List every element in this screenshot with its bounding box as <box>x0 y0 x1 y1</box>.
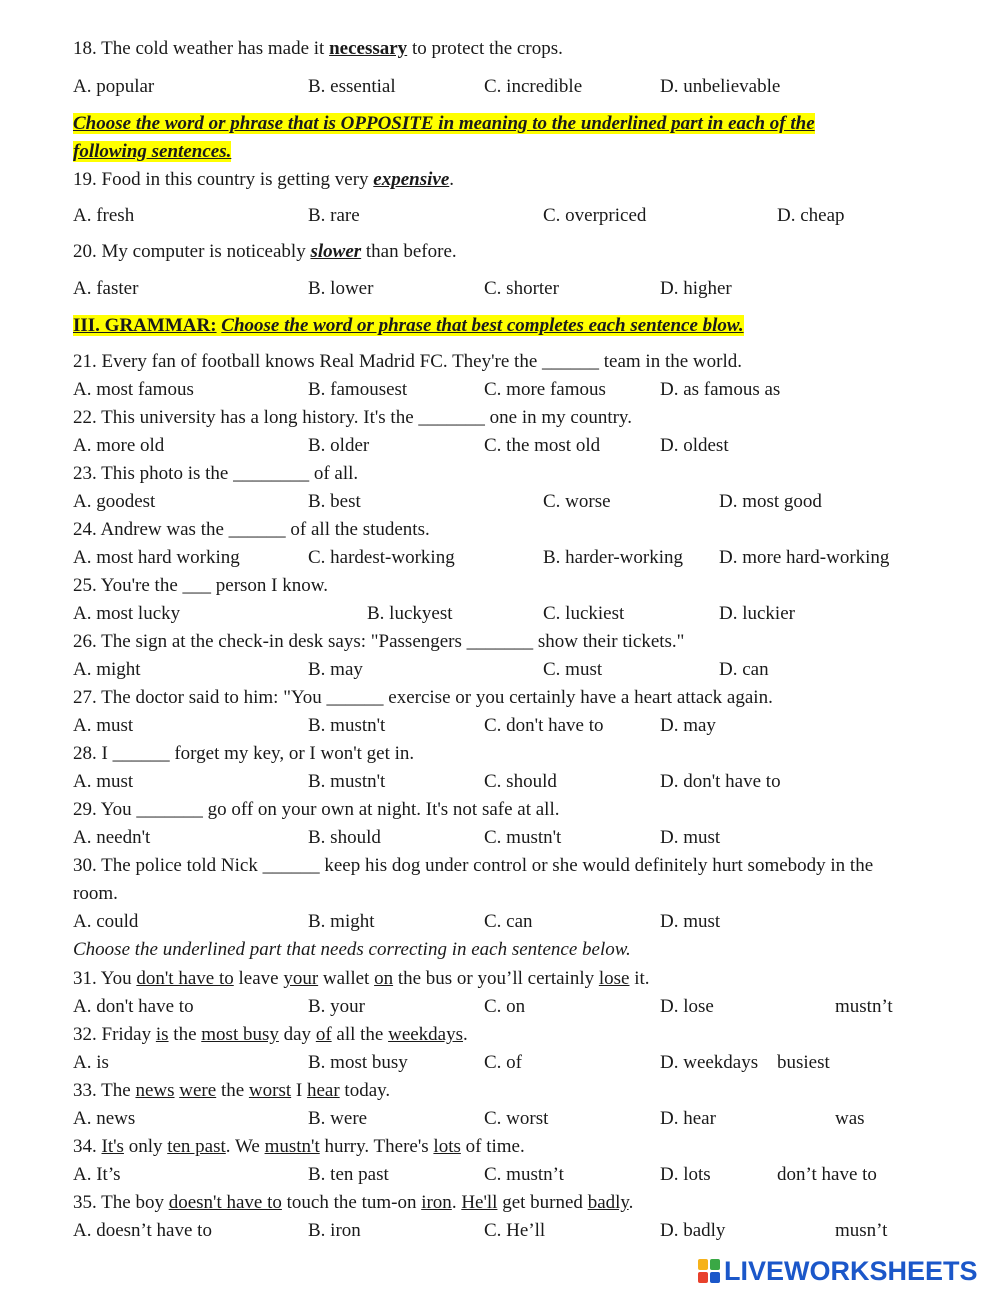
option-b[interactable]: B. were <box>308 1108 368 1129</box>
underlined-part: badly <box>587 1192 629 1213</box>
correction-answer: musn’t <box>835 1220 888 1241</box>
underlined-part: It's <box>101 1136 124 1157</box>
question-30-line1: 30. The police told Nick ______ keep his dog under control or she would definitely hurt somebody in the <box>73 855 874 876</box>
option-a[interactable]: A. must <box>73 715 134 736</box>
option-d[interactable]: D. most good <box>719 491 822 512</box>
option-b[interactable]: B. luckyest <box>367 603 453 624</box>
instruction-correcting: Choose the underlined part that needs correcting in each sentence below. <box>73 939 631 960</box>
instruction-opposite-line1: Choose the word or phrase that is OPPOSITE in meaning to the underlined part in each of the <box>73 113 815 134</box>
underlined-part: mustn't <box>264 1136 320 1157</box>
underlined-part: worst <box>248 1080 292 1101</box>
underlined-part: on <box>374 968 394 989</box>
option-c[interactable]: C. on <box>484 996 526 1017</box>
option-c[interactable]: C. luckiest <box>543 603 625 624</box>
question-33: 33. The news were the worst I hear today. <box>73 1080 391 1101</box>
option-c[interactable]: C. the most old <box>484 435 601 456</box>
underlined-part: lose <box>598 968 630 989</box>
underlined-part: don't have to <box>136 968 234 989</box>
option-a[interactable]: A. is <box>73 1052 109 1073</box>
question-28: 28. I ______ forget my key, or I won't get in. <box>73 743 415 764</box>
underlined-part: most busy <box>201 1024 279 1045</box>
option-b[interactable]: B. essential <box>308 76 396 97</box>
underlined-part: iron <box>421 1192 452 1213</box>
option-c[interactable]: C. hardest-working <box>308 547 455 568</box>
option-d[interactable]: D. lose <box>660 996 714 1017</box>
option-c[interactable]: C. He’ll <box>484 1220 546 1241</box>
option-c[interactable]: C. worst <box>484 1108 549 1129</box>
option-b[interactable]: B. older <box>308 435 370 456</box>
option-d[interactable]: D. must <box>660 911 721 932</box>
question-20: 20. My computer is noticeably slower than before. <box>73 241 457 262</box>
option-b[interactable]: B. best <box>308 491 361 512</box>
option-c[interactable]: C. must <box>543 659 603 680</box>
option-b[interactable]: B. mustn't <box>308 715 386 736</box>
option-a[interactable]: A. could <box>73 911 139 932</box>
option-c[interactable]: C. don't have to <box>484 715 604 736</box>
option-d[interactable]: D. more hard-working <box>719 547 890 568</box>
option-d[interactable]: D. oldest <box>660 435 729 456</box>
option-b[interactable]: B. famousest <box>308 379 408 400</box>
option-d[interactable]: D. unbelievable <box>660 76 781 97</box>
option-b[interactable]: B. rare <box>308 205 360 226</box>
logo-square-yellow <box>698 1259 708 1270</box>
correction-answer: was <box>835 1108 865 1129</box>
option-b[interactable]: B. ten past <box>308 1164 389 1185</box>
option-a[interactable]: A. more old <box>73 435 165 456</box>
option-d[interactable]: D. must <box>660 827 721 848</box>
option-c[interactable]: C. should <box>484 771 557 792</box>
question-27: 27. The doctor said to him: "You ______ exercise or you certainly have a heart attack again. <box>73 687 773 708</box>
option-b[interactable]: B. iron <box>308 1220 361 1241</box>
option-d[interactable]: D. as famous as <box>660 379 781 400</box>
question-29: 29. You _______ go off on your own at night. It's not safe at all. <box>73 799 560 820</box>
option-c[interactable]: C. overpriced <box>543 205 647 226</box>
question-31: 31. You don't have to leave your wallet on the bus or you’ll certainly lose it. <box>73 968 650 989</box>
option-a[interactable]: A. doesn’t have to <box>73 1220 212 1241</box>
option-b[interactable]: B. most busy <box>308 1052 408 1073</box>
underlined-word: expensive <box>373 169 450 190</box>
option-c[interactable]: C. incredible <box>484 76 583 97</box>
option-a[interactable]: A. popular <box>73 76 155 97</box>
option-a[interactable]: A. news <box>73 1108 136 1129</box>
option-c[interactable]: C. mustn't <box>484 827 562 848</box>
option-d[interactable]: D. weekdays <box>660 1052 759 1073</box>
correction-answer: mustn’t <box>835 996 893 1017</box>
option-b[interactable]: B. lower <box>308 278 374 299</box>
question-21: 21. Every fan of football knows Real Madrid FC. They're the ______ team in the world. <box>73 351 742 372</box>
option-d[interactable]: D. lots <box>660 1164 711 1185</box>
underlined-word: necessary <box>329 38 408 59</box>
option-d[interactable]: D. may <box>660 715 716 736</box>
instruction-opposite-line2: following sentences. <box>73 141 232 162</box>
correction-answer: don’t have to <box>777 1164 877 1185</box>
liveworksheets-logo-icon <box>698 1259 720 1283</box>
underlined-part: were <box>179 1080 217 1101</box>
logo-square-blue <box>710 1272 720 1283</box>
option-b[interactable]: B. mustn't <box>308 771 386 792</box>
option-a[interactable]: A. most hard working <box>73 547 240 568</box>
option-d[interactable]: D. higher <box>660 278 732 299</box>
option-a[interactable]: A. most lucky <box>73 603 181 624</box>
underlined-part: of <box>315 1024 332 1045</box>
option-a[interactable]: A. fresh <box>73 205 135 226</box>
option-d[interactable]: D. can <box>719 659 769 680</box>
option-c[interactable]: C. shorter <box>484 278 559 299</box>
option-a[interactable]: A. It’s <box>73 1164 121 1185</box>
underlined-part: weekdays <box>388 1024 464 1045</box>
underlined-part: ten past <box>167 1136 226 1157</box>
option-c[interactable]: C. can <box>484 911 533 932</box>
liveworksheets-logo[interactable] <box>698 1255 978 1286</box>
question-19: 19. Food in this country is getting very expensive. <box>73 169 455 190</box>
option-c[interactable]: C. mustn’t <box>484 1164 564 1185</box>
question-30-line2: room. <box>73 883 118 904</box>
underlined-part: He'll <box>461 1192 498 1213</box>
option-c[interactable]: C. worse <box>543 491 611 512</box>
option-a[interactable]: A. faster <box>73 278 139 299</box>
section-grammar-heading: III. GRAMMAR: Choose the word or phrase that best completes each sentence blow. <box>73 315 744 336</box>
option-d[interactable]: D. badly <box>660 1220 726 1241</box>
option-d[interactable]: D. don't have to <box>660 771 781 792</box>
option-c[interactable]: C. of <box>484 1052 522 1073</box>
logo-square-red <box>698 1272 708 1283</box>
option-b[interactable]: B. harder-working <box>543 547 683 568</box>
underlined-part: lots <box>433 1136 461 1157</box>
option-b[interactable]: B. your <box>308 996 365 1017</box>
option-a[interactable]: A. must <box>73 771 134 792</box>
question-23: 23. This photo is the ________ of all. <box>73 463 359 484</box>
option-b[interactable]: B. might <box>308 911 375 932</box>
logo-square-green <box>710 1259 720 1270</box>
option-a[interactable]: A. goodest <box>73 491 156 512</box>
underlined-word: slower <box>310 241 362 262</box>
question-34: 34. It's only ten past. We mustn't hurry. There's lots of time. <box>73 1136 525 1157</box>
question-25: 25. You're the ___ person I know. <box>73 575 328 596</box>
underlined-part: doesn't have to <box>168 1192 282 1213</box>
option-a[interactable]: A. might <box>73 659 141 680</box>
question-35: 35. The boy doesn't have to touch the tum-on iron. He'll get burned badly. <box>73 1192 634 1213</box>
underlined-part: is <box>155 1024 169 1045</box>
underlined-part: news <box>135 1080 175 1101</box>
logo-text: LIVEWORKSHEETS <box>724 1255 978 1286</box>
option-a[interactable]: A. needn't <box>73 827 151 848</box>
option-a[interactable]: A. most famous <box>73 379 194 400</box>
underlined-part: your <box>283 968 319 989</box>
question-32: 32. Friday is the most busy day of all the weekdays. <box>73 1024 468 1045</box>
question-22: 22. This university has a long history. It's the _______ one in my country. <box>73 407 632 428</box>
question-24: 24. Andrew was the ______ of all the students. <box>73 519 430 540</box>
option-c[interactable]: C. more famous <box>484 379 606 400</box>
option-d[interactable]: D. hear <box>660 1108 716 1129</box>
option-b[interactable]: B. may <box>308 659 363 680</box>
question-18: 18. The cold weather has made it necessary to protect the crops. <box>73 38 563 59</box>
correction-answer: busiest <box>777 1052 830 1073</box>
option-d[interactable]: D. luckier <box>719 603 795 624</box>
option-b[interactable]: B. should <box>308 827 381 848</box>
question-26: 26. The sign at the check-in desk says: "Passengers _______ show their tickets." <box>73 631 685 652</box>
option-a[interactable]: A. don't have to <box>73 996 194 1017</box>
underlined-part: hear <box>306 1080 340 1101</box>
option-d[interactable]: D. cheap <box>777 205 845 226</box>
